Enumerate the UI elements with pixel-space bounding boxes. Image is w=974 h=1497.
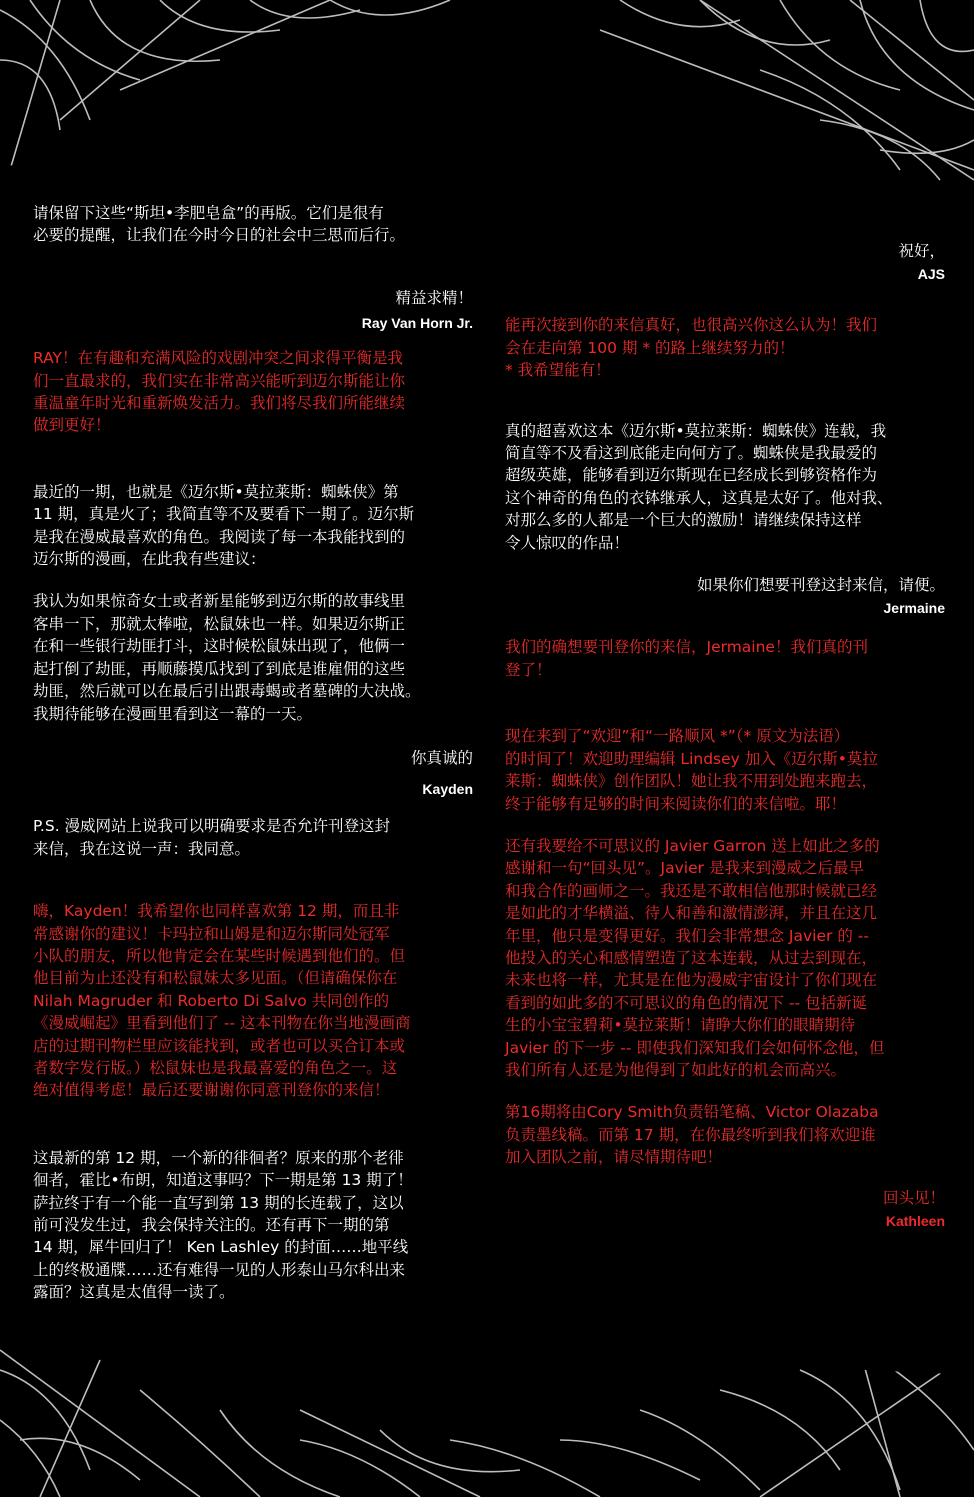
signature-jermaine: Jermaine	[883, 600, 945, 617]
spider-web-bottom	[0, 1330, 974, 1497]
letter-kayden-intro: 最近的一期，也就是《迈尔斯•莫拉莱斯：蜘蛛侠》第 11 期，真是火了；我简直等不及要看下一期了。迈尔斯 是我在漫威最喜欢的角色。我阅读了每一本我能找到的 迈尔斯的漫画，在此我有些建议：	[33, 482, 415, 569]
news-welcome: 现在来到了“欢迎”和“一路顺风 *”（* 原文为法语） 的时间了！欢迎助理编辑 Lindsey 加入《迈尔斯•莫拉 莱斯：蜘蛛侠》创作团队！她让我不用到处跑来跑去， 终于能够有足够的时间来阅读你们的来信啦。耶！	[505, 727, 878, 813]
closing-ajs: 祝好，	[898, 242, 945, 260]
closing-kayden: 你真诚的	[410, 748, 473, 767]
reply-ray: RAY！在有趣和充满风险的戏剧冲突之间求得平衡是我 们一直最求的，我们实在非常高兴能听到迈尔斯能让你 重温童年时光和重新焕发活力。我们将尽我们所能继续 做到更好！	[33, 349, 406, 435]
ps-kayden: P.S. 漫威网站上说我可以明确要求是否允许刊登这封 来信，我在这说一声：我同意。	[33, 817, 391, 858]
letter-ray: 请保留下这些“斯坦•李肥皂盒”的再版。它们是很有 必要的提醒，让我们在今时今日的社会中三思而后行。	[33, 204, 406, 245]
editorial-next-issue: 这最新的第 12 期，一个新的徘徊者？原来的那个老徘 徊者，霍比•布朗，知道这事吗？下一期是第 13 期了！ 萨拉终于有一个能一直写到第 13 期的长连载了，这以 前可没发生过，我会保持关注的。还有再下一期的第 14 期，犀牛回归了！ Ken Lashley 的封面……地平线 上的终极通牒……还有难得一见的人形泰山马尔科出来 露面？这真是太值得一读了。	[33, 1148, 413, 1302]
reply-kayden: 嗨，Kayden！我希望你也同样喜欢第 12 期，而且非 常感谢你的建议！卡玛拉和山姆是和迈尔斯同处冠军 小队的朋友，所以他肯定会在某些时候遇到他们的。但 他目前为止还没有和松鼠妹太多见面。（但请确保你在 Nilah Magruder 和 Roberto Di Salvo 共同创作的 《漫威崛起》里看到他们了 -- 这本刊物在你当地漫画商 店的过期刊物栏里应该能找到，或者也可以买合订本或 者数字发行版。）松鼠妹也是我最喜爱的角色之一。这 绝对值得考虑！最后还要谢谢你同意刊登你的来信！	[33, 902, 411, 1100]
closing-jermaine: 如果你们想要刊登这封来信，请便。	[696, 576, 945, 595]
signature-kathleen: Kathleen	[885, 1213, 945, 1229]
right-column	[505, 200, 945, 1231]
signature-ray: Ray Van Horn Jr.	[361, 315, 473, 332]
closing-ray: 精益求精！	[395, 288, 473, 307]
signature-ajs: AJS	[917, 266, 945, 283]
news-farewell: 还有我要给不可思议的 Javier Garron 送上如此之多的 感谢和一句“回头见”。Javier 是我来到漫威之后最早 和我合作的画师之一。我还是不敢相信他那时候就已经 是如此的才华横溢、待人和善和激情澎湃，并且在这几 年里，他只是变得更好。我们会非常想念 Javier 的 -- 他投入的关心和感情塑造了这本连载，从过去到现在， 未来也将一样，尤其是在他为漫威宇宙设计了你们现在 看到的如此多的不可思议的角色的情况下 -- 包括新诞 生的小宝宝碧莉•莫拉莱斯！请睁大你们的眼睛期待 Javier 的下一步 -- 即使我们深知我们会如何怀念他，但 我们所有人还是为他得到了如此好的机会而高兴。	[505, 836, 885, 1079]
left-column	[33, 200, 473, 1304]
signature-kayden: Kayden	[422, 781, 473, 798]
reply-ajs: 能再次接到你的来信真好，也很高兴你这么认为！我们 会在走向第 100 期 * 的路上继续努力的！ * 我希望能有！	[505, 316, 878, 380]
spider-web-top	[0, 0, 974, 200]
letter-kayden-body: 我认为如果惊奇女士或者新星能够到迈尔斯的故事线里 客串一下，那就太棒啦，松鼠妹也一样。如果迈尔斯正 在和一些银行劫匪打斗，这时候松鼠妹出现了，他俩一 起打倒了劫匪，再顺藤摸瓜找到了到底是谁雇佣的这些 劫匪，然后就可以在最后引出跟毒蝎或者墓碑的大决战。 我期待能够在漫画里看到这一幕的一天。	[33, 592, 421, 723]
news-upcoming: 第16期将由Cory Smith负责铅笔稿、Victor Olazaba 负责墨线稿。而第 17 期，在你最终听到我们将欢迎谁 加入团队之前，请尽情期待吧！	[505, 1103, 879, 1167]
letter-jermaine: 真的超喜欢这本《迈尔斯•莫拉莱斯：蜘蛛侠》连载，我 简直等不及看这到底能走向何方了。蜘蛛侠是我最爱的 超级英雄，能够看到迈尔斯现在已经成长到够资格作为 这个神奇的角色的衣钵继承人，这真是太好了。他对我、 对那么多的人都是一个巨大的激励！请继续保持这样 令人惊叹的作品！	[505, 421, 893, 552]
reply-jermaine: 我们的确想要刊登你的来信，Jermaine！我们真的刊 登了！	[505, 638, 868, 679]
closing-kathleen: 回头见！	[882, 1188, 945, 1207]
